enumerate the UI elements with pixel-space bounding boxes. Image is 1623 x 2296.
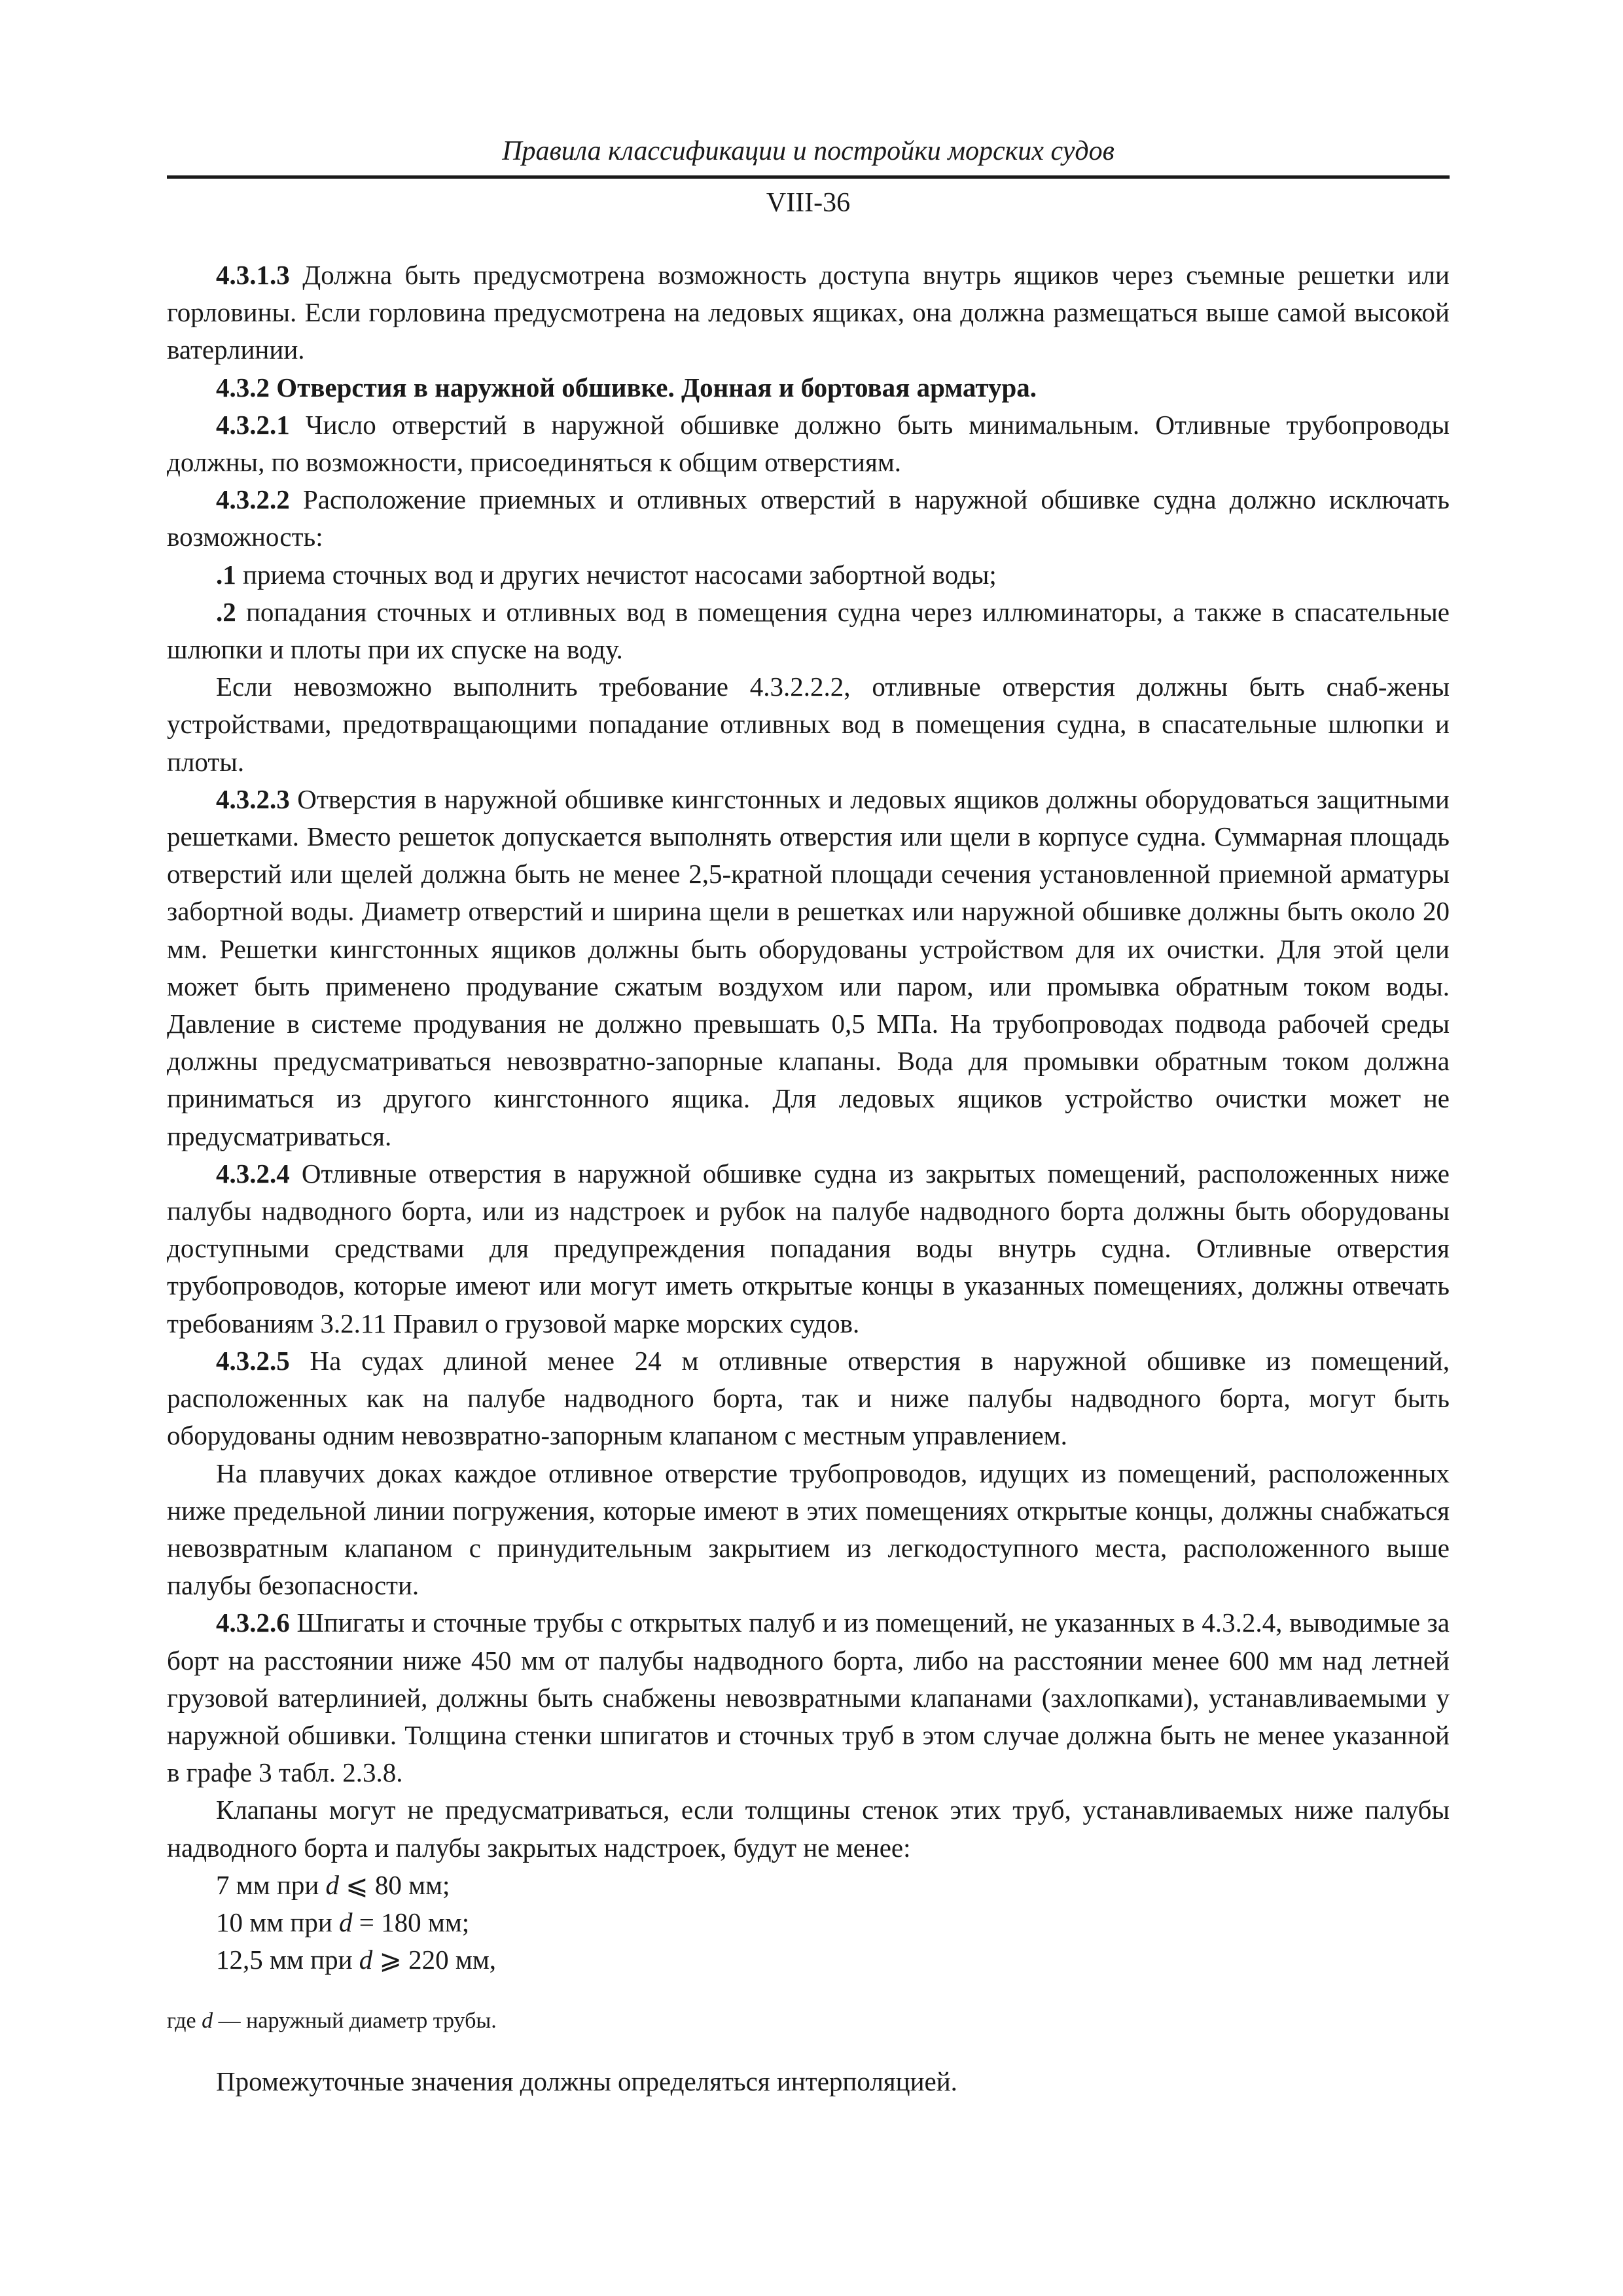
body-text [167, 257, 1450, 2101]
formula-line-1 [167, 1867, 1450, 1904]
formula-line-2 [167, 1904, 1450, 1941]
clause-number: 4.3.2.4 [216, 1158, 290, 1189]
formula-text: 7 мм при [216, 1869, 326, 1900]
paragraph-closing: Промежуточные значения должны определяться интерполяцией. [216, 2066, 957, 2097]
clause-number: 4.3.2.6 [216, 1607, 290, 1638]
paragraph-4-3-2-1 [167, 406, 1450, 481]
formula-variable: d [325, 1869, 340, 1900]
formula-variable: d [359, 1945, 373, 1975]
section-heading-4-3-2: 4.3.2 Отверстия в наружной обшивке. Донная и бортовая арматура. [216, 372, 1037, 403]
clause-number: 4.3.2.3 [216, 783, 290, 814]
note-variable: d [202, 2009, 213, 2034]
list-item-1 [167, 556, 1450, 594]
paragraph-4-3-2-6 [167, 1604, 1450, 1791]
paragraph-4-3-2-2 [167, 481, 1450, 556]
formula-line-3 [167, 1941, 1450, 1979]
paragraph-4-3-2-3 [167, 781, 1450, 1155]
formula-text: ⩽ 80 мм; [339, 1869, 450, 1900]
formula-text: 10 мм при [216, 1907, 340, 1937]
paragraph-text: Шпигаты и сточные трубы с открытых палуб и из помещений, не указанных в 4.3.2.4, выводимые за борт на расстоянии ниже 450 мм от палубы надводного борта, либо на расстоянии менее 600 мм над летней грузовой ватерлинией, должны быть снабжены невозвратными клапанами (захлопками), устанавливаемыми у наружной обшивки. Толщина стенки шпигатов и сточных труб в этом случае должна быть не менее указанной в графе 3 табл. 2.3.8. [167, 1607, 1450, 1788]
paragraph-4-3-2-4 [167, 1155, 1450, 1342]
paragraph-floating-docks: На плавучих доках каждое отливное отверстие трубопроводов, идущих из помещений, расположенных ниже предельной линии погружения, которые имеют в этих помещениях открытые концы, должны снабжаться невозвратным клапаном с принудительным закрытием из легкодоступного места, расположенного выше палубы безопасности. [167, 1458, 1450, 1601]
clause-number: 4.3.2.5 [216, 1345, 290, 1376]
paragraph-text: Отверстия в наружной обшивке кингстонных и ледовых ящиков должны оборудоваться защитными решетками. Вместо решеток допускается выполнять отверстия или щели в корпусе судна. Суммарная площадь отверстий или щелей должна быть не менее 2,5-кратной площади сечения установленной приемной арматуры забортной воды. Диаметр отверстий и ширина щели в решетках или наружной обшивке должны быть около 20 мм. Решетки кингстонных ящиков должны быть оборудованы устройством для их очистки. Для этой цели может быть применено продувание сжатым воздухом или паром, или промывка обратным током воды. Давление в системе продувания не должно превышать 0,5 МПа. На трубопроводах подвода рабочей среды должны предусматриваться невозвратно-запорные клапаны. Вода для промывки обратным током должна приниматься из другого кингстонного ящика. Для ледовых ящиков устройство очистки может не предусматриваться. [167, 783, 1450, 1151]
header-rule [167, 175, 1450, 179]
formula-text: = 180 мм; [352, 1907, 470, 1937]
item-text: приема сточных вод и других нечистот насосами забортной воды; [236, 559, 997, 590]
paragraph-text: Расположение приемных и отливных отверстий в наружной обшивке судна должно исключать возможность: [167, 484, 1450, 552]
clause-number: 4.3.2.1 [216, 409, 290, 440]
clause-number: 4.3.1.3 [216, 260, 290, 290]
formula-text: ⩾ 220 мм, [372, 1945, 497, 1975]
item-number: .2 [216, 596, 236, 627]
page-number: VIII-36 [766, 188, 851, 218]
paragraph-text: Должна быть предусмотрена возможность доступа внутрь ящиков через съемные решетки или горловины. Если горловина предусмотрена на ледовых ящиках, она должна размещаться выше самой высокой ватерлинии. [167, 260, 1450, 365]
formula-variable: d [339, 1907, 353, 1937]
paragraph-text: На судах длиной менее 24 м отливные отверстия в наружной обшивке из помещений, расположенных как на палубе надводного борта, так и ниже палубы надводного борта, могут быть оборудованы одним невозвратно-запорным клапаном с местным управлением. [167, 1345, 1450, 1451]
clause-number: 4.3.2.2 [216, 484, 290, 515]
paragraph-text: Отливные отверстия в наружной обшивке судна из закрытых помещений, расположенных ниже палубы надводного борта, или из надстроек и рубок на палубе надводного борта должны быть оборудованы доступными средствами для предупреждения попадания воды внутрь судна. Отливные отверстия трубопроводов, которые имеют или могут иметь открытые концы в указанных помещениях, должны отвечать требованиям 3.2.11 Правил о грузовой марке морских судов. [167, 1158, 1450, 1338]
note-text: — наружный диаметр трубы. [213, 2009, 497, 2034]
paragraph-text: Число отверстий в наружной обшивке должно быть минимальным. Отливные трубопроводы должны, по возможности, присоединяться к общим отверстиям. [167, 409, 1450, 478]
running-title: Правила классификации и постройки морских судов [502, 136, 1115, 166]
item-number: .1 [216, 559, 236, 590]
variable-note [167, 2006, 1450, 2036]
paragraph-4-3-1-3 [167, 257, 1450, 369]
paragraph-requirement-note: Если невозможно выполнить требование 4.3.2.2.2, отливные отверстия должны быть снаб-жены устройствами, предотвращающими попадание отливных вод в помещения судна, в спасательные шлюпки и плоты. [167, 672, 1450, 777]
list-item-2 [167, 594, 1450, 668]
item-text: попадания сточных и отливных вод в помещения судна через иллюминаторы, а также в спасательные шлюпки и плоты при их спуске на воду. [167, 596, 1450, 665]
paragraph-4-3-2-5 [167, 1342, 1450, 1455]
note-text: где [167, 2009, 202, 2034]
formula-text: 12,5 мм при [216, 1945, 359, 1975]
paragraph-valves: Клапаны могут не предусматриваться, если толщины стенок этих труб, устанавливаемых ниже палубы надводного борта и палубы закрытых надстроек, будут не менее: [167, 1795, 1450, 1863]
